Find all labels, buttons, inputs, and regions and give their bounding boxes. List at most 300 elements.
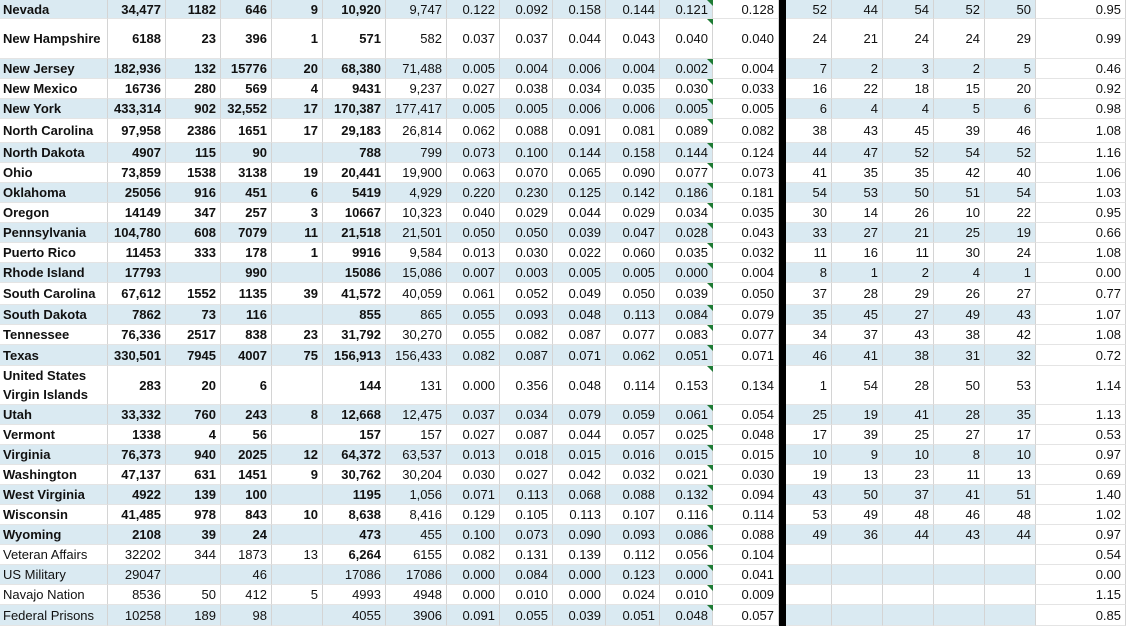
cell-col-11[interactable]: 0.086 <box>660 525 713 545</box>
cell-col-6[interactable]: 4948 <box>386 585 447 605</box>
cell-col-4[interactable]: 1 <box>272 243 323 263</box>
cell-col-1[interactable]: 34,477 <box>108 0 166 19</box>
cell-col-10[interactable]: 0.088 <box>606 485 660 505</box>
cell-col-5[interactable]: 9431 <box>323 79 386 99</box>
cell-col-5[interactable]: 30,762 <box>323 465 386 485</box>
cell-col-1[interactable]: 4907 <box>108 143 166 163</box>
cell-col-11[interactable]: 0.116 <box>660 505 713 525</box>
cell-col-17[interactable]: 19 <box>985 223 1036 243</box>
cell-col-7[interactable]: 0.082 <box>447 345 500 366</box>
cell-col-1[interactable]: 67,612 <box>108 283 166 305</box>
cell-col-14[interactable]: 45 <box>832 305 883 325</box>
cell-col-9[interactable]: 0.139 <box>553 545 606 565</box>
cell-col-13[interactable]: 11 <box>786 243 832 263</box>
cell-col-14[interactable]: 28 <box>832 283 883 305</box>
cell-col-1[interactable]: 76,336 <box>108 325 166 345</box>
cell-col-10[interactable]: 0.077 <box>606 325 660 345</box>
cell-col-9[interactable]: 0.039 <box>553 605 606 626</box>
cell-col-2[interactable]: 631 <box>166 465 221 485</box>
cell-col-15[interactable]: 54 <box>883 0 934 19</box>
cell-col-12[interactable]: 0.032 <box>713 243 779 263</box>
cell-col-12[interactable]: 0.079 <box>713 305 779 325</box>
cell-col-18[interactable]: 1.08 <box>1036 325 1126 345</box>
cell-name[interactable]: Pennsylvania <box>0 223 108 243</box>
cell-col-5[interactable]: 21,518 <box>323 223 386 243</box>
cell-col-2[interactable]: 916 <box>166 183 221 203</box>
cell-col-5[interactable]: 855 <box>323 305 386 325</box>
cell-col-4[interactable]: 23 <box>272 325 323 345</box>
cell-col-13[interactable]: 43 <box>786 485 832 505</box>
cell-col-5[interactable]: 20,441 <box>323 163 386 183</box>
cell-col-4[interactable]: 12 <box>272 445 323 465</box>
cell-col-14[interactable]: 14 <box>832 203 883 223</box>
cell-col-7[interactable]: 0.061 <box>447 283 500 305</box>
cell-col-7[interactable]: 0.005 <box>447 99 500 119</box>
cell-col-11[interactable]: 0.034 <box>660 203 713 223</box>
cell-col-18[interactable]: 0.92 <box>1036 79 1126 99</box>
cell-col-16[interactable]: 42 <box>934 163 985 183</box>
cell-col-9[interactable]: 0.006 <box>553 99 606 119</box>
cell-name[interactable]: South Dakota <box>0 305 108 325</box>
cell-col-12[interactable]: 0.004 <box>713 59 779 79</box>
cell-col-12[interactable]: 0.134 <box>713 366 779 405</box>
cell-name[interactable]: Nevada <box>0 0 108 19</box>
cell-col-18[interactable]: 0.85 <box>1036 605 1126 626</box>
cell-col-13[interactable] <box>786 605 832 626</box>
cell-col-10[interactable]: 0.029 <box>606 203 660 223</box>
cell-col-8[interactable]: 0.113 <box>500 485 553 505</box>
cell-col-5[interactable]: 8,638 <box>323 505 386 525</box>
cell-col-13[interactable]: 52 <box>786 0 832 19</box>
cell-col-8[interactable]: 0.087 <box>500 345 553 366</box>
cell-col-11[interactable]: 0.002 <box>660 59 713 79</box>
cell-col-15[interactable]: 3 <box>883 59 934 79</box>
cell-col-17[interactable]: 13 <box>985 465 1036 485</box>
cell-col-15[interactable]: 35 <box>883 163 934 183</box>
cell-col-12[interactable]: 0.048 <box>713 425 779 445</box>
cell-col-4[interactable] <box>272 366 323 405</box>
cell-name[interactable]: New York <box>0 99 108 119</box>
cell-col-15[interactable]: 43 <box>883 325 934 345</box>
cell-col-8[interactable]: 0.230 <box>500 183 553 203</box>
cell-col-1[interactable]: 7862 <box>108 305 166 325</box>
cell-col-16[interactable]: 15 <box>934 79 985 99</box>
cell-col-11[interactable]: 0.084 <box>660 305 713 325</box>
cell-col-1[interactable]: 14149 <box>108 203 166 223</box>
cell-col-3[interactable]: 2025 <box>221 445 272 465</box>
cell-col-4[interactable]: 4 <box>272 79 323 99</box>
cell-col-5[interactable]: 788 <box>323 143 386 163</box>
cell-col-14[interactable]: 21 <box>832 19 883 59</box>
cell-col-12[interactable]: 0.035 <box>713 203 779 223</box>
cell-col-15[interactable]: 28 <box>883 366 934 405</box>
cell-col-11[interactable]: 0.000 <box>660 263 713 283</box>
cell-col-8[interactable]: 0.030 <box>500 243 553 263</box>
cell-col-11[interactable]: 0.153 <box>660 366 713 405</box>
cell-col-3[interactable]: 15776 <box>221 59 272 79</box>
cell-col-4[interactable] <box>272 425 323 445</box>
cell-col-15[interactable]: 23 <box>883 465 934 485</box>
cell-col-15[interactable]: 37 <box>883 485 934 505</box>
cell-col-8[interactable]: 0.018 <box>500 445 553 465</box>
cell-col-15[interactable]: 38 <box>883 345 934 366</box>
cell-col-16[interactable]: 27 <box>934 425 985 445</box>
cell-col-13[interactable]: 53 <box>786 505 832 525</box>
cell-col-18[interactable]: 0.53 <box>1036 425 1126 445</box>
cell-col-1[interactable]: 4922 <box>108 485 166 505</box>
cell-name[interactable]: Washington <box>0 465 108 485</box>
cell-col-7[interactable]: 0.082 <box>447 545 500 565</box>
cell-col-6[interactable]: 455 <box>386 525 447 545</box>
cell-col-14[interactable]: 53 <box>832 183 883 203</box>
cell-col-10[interactable]: 0.060 <box>606 243 660 263</box>
cell-col-3[interactable]: 1451 <box>221 465 272 485</box>
cell-name[interactable]: New Jersey <box>0 59 108 79</box>
cell-col-14[interactable]: 50 <box>832 485 883 505</box>
cell-col-7[interactable]: 0.063 <box>447 163 500 183</box>
cell-col-6[interactable]: 21,501 <box>386 223 447 243</box>
cell-col-11[interactable]: 0.051 <box>660 345 713 366</box>
cell-col-18[interactable]: 0.54 <box>1036 545 1126 565</box>
cell-col-6[interactable]: 156,433 <box>386 345 447 366</box>
cell-col-16[interactable] <box>934 545 985 565</box>
cell-col-2[interactable]: 1538 <box>166 163 221 183</box>
cell-col-12[interactable]: 0.057 <box>713 605 779 626</box>
cell-col-12[interactable]: 0.033 <box>713 79 779 99</box>
cell-col-10[interactable]: 0.113 <box>606 305 660 325</box>
cell-col-3[interactable]: 7079 <box>221 223 272 243</box>
cell-col-2[interactable]: 20 <box>166 366 221 405</box>
cell-col-4[interactable]: 10 <box>272 505 323 525</box>
cell-col-7[interactable]: 0.062 <box>447 119 500 143</box>
cell-col-3[interactable]: 178 <box>221 243 272 263</box>
cell-col-10[interactable]: 0.035 <box>606 79 660 99</box>
cell-col-7[interactable]: 0.040 <box>447 203 500 223</box>
cell-col-18[interactable]: 1.08 <box>1036 243 1126 263</box>
cell-name[interactable]: Veteran Affairs <box>0 545 108 565</box>
cell-col-17[interactable] <box>985 605 1036 626</box>
cell-col-3[interactable]: 4007 <box>221 345 272 366</box>
cell-col-14[interactable]: 54 <box>832 366 883 405</box>
cell-col-11[interactable]: 0.035 <box>660 243 713 263</box>
cell-col-2[interactable]: 347 <box>166 203 221 223</box>
cell-col-3[interactable]: 6 <box>221 366 272 405</box>
cell-col-9[interactable]: 0.125 <box>553 183 606 203</box>
cell-col-10[interactable]: 0.024 <box>606 585 660 605</box>
cell-col-7[interactable]: 0.005 <box>447 59 500 79</box>
cell-col-5[interactable]: 64,372 <box>323 445 386 465</box>
cell-col-9[interactable]: 0.091 <box>553 119 606 143</box>
cell-col-18[interactable]: 0.00 <box>1036 565 1126 585</box>
cell-col-18[interactable]: 0.99 <box>1036 19 1126 59</box>
cell-name[interactable]: Oklahoma <box>0 183 108 203</box>
cell-col-10[interactable]: 0.051 <box>606 605 660 626</box>
cell-col-2[interactable]: 1182 <box>166 0 221 19</box>
cell-col-15[interactable]: 25 <box>883 425 934 445</box>
cell-name[interactable]: Utah <box>0 405 108 425</box>
cell-col-15[interactable]: 45 <box>883 119 934 143</box>
cell-col-17[interactable]: 20 <box>985 79 1036 99</box>
cell-col-13[interactable]: 44 <box>786 143 832 163</box>
cell-col-17[interactable]: 43 <box>985 305 1036 325</box>
cell-col-16[interactable]: 39 <box>934 119 985 143</box>
cell-col-15[interactable]: 21 <box>883 223 934 243</box>
cell-col-8[interactable]: 0.356 <box>500 366 553 405</box>
cell-col-11[interactable]: 0.010 <box>660 585 713 605</box>
cell-col-1[interactable]: 8536 <box>108 585 166 605</box>
cell-col-18[interactable]: 0.97 <box>1036 445 1126 465</box>
cell-col-15[interactable]: 50 <box>883 183 934 203</box>
cell-col-6[interactable]: 865 <box>386 305 447 325</box>
cell-col-12[interactable]: 0.050 <box>713 283 779 305</box>
cell-name[interactable]: Ohio <box>0 163 108 183</box>
cell-col-9[interactable]: 0.022 <box>553 243 606 263</box>
cell-col-12[interactable]: 0.041 <box>713 565 779 585</box>
cell-col-12[interactable]: 0.040 <box>713 19 779 59</box>
cell-col-11[interactable]: 0.132 <box>660 485 713 505</box>
cell-col-7[interactable]: 0.027 <box>447 79 500 99</box>
cell-col-9[interactable]: 0.144 <box>553 143 606 163</box>
cell-col-8[interactable]: 0.005 <box>500 99 553 119</box>
cell-col-14[interactable]: 4 <box>832 99 883 119</box>
cell-col-6[interactable]: 1,056 <box>386 485 447 505</box>
cell-col-11[interactable]: 0.144 <box>660 143 713 163</box>
cell-col-17[interactable]: 29 <box>985 19 1036 59</box>
cell-col-7[interactable]: 0.122 <box>447 0 500 19</box>
frozen-column-divider[interactable] <box>779 0 786 626</box>
cell-col-4[interactable]: 11 <box>272 223 323 243</box>
cell-col-16[interactable]: 25 <box>934 223 985 243</box>
cell-col-13[interactable] <box>786 545 832 565</box>
cell-col-11[interactable]: 0.077 <box>660 163 713 183</box>
cell-col-5[interactable]: 6,264 <box>323 545 386 565</box>
cell-col-6[interactable]: 157 <box>386 425 447 445</box>
cell-col-13[interactable]: 10 <box>786 445 832 465</box>
cell-col-4[interactable]: 6 <box>272 183 323 203</box>
cell-col-16[interactable]: 54 <box>934 143 985 163</box>
cell-col-11[interactable]: 0.056 <box>660 545 713 565</box>
cell-col-3[interactable]: 838 <box>221 325 272 345</box>
cell-col-8[interactable]: 0.093 <box>500 305 553 325</box>
cell-col-12[interactable]: 0.005 <box>713 99 779 119</box>
cell-name[interactable]: Wisconsin <box>0 505 108 525</box>
cell-name[interactable]: New Hampshire <box>0 19 108 59</box>
cell-col-14[interactable]: 19 <box>832 405 883 425</box>
cell-col-17[interactable] <box>985 585 1036 605</box>
cell-col-12[interactable]: 0.043 <box>713 223 779 243</box>
cell-name[interactable]: Oregon <box>0 203 108 223</box>
cell-col-13[interactable] <box>786 565 832 585</box>
cell-col-5[interactable]: 10667 <box>323 203 386 223</box>
cell-col-7[interactable]: 0.030 <box>447 465 500 485</box>
cell-col-9[interactable]: 0.005 <box>553 263 606 283</box>
cell-col-4[interactable]: 13 <box>272 545 323 565</box>
cell-col-3[interactable]: 1651 <box>221 119 272 143</box>
cell-name[interactable]: Puerto Rico <box>0 243 108 263</box>
cell-col-6[interactable]: 40,059 <box>386 283 447 305</box>
cell-col-11[interactable]: 0.005 <box>660 99 713 119</box>
cell-col-2[interactable]: 344 <box>166 545 221 565</box>
cell-col-5[interactable]: 4993 <box>323 585 386 605</box>
cell-col-15[interactable]: 18 <box>883 79 934 99</box>
cell-col-16[interactable]: 8 <box>934 445 985 465</box>
cell-col-13[interactable]: 34 <box>786 325 832 345</box>
cell-col-13[interactable] <box>786 585 832 605</box>
cell-col-9[interactable]: 0.044 <box>553 203 606 223</box>
cell-col-5[interactable]: 68,380 <box>323 59 386 79</box>
cell-col-18[interactable]: 1.08 <box>1036 119 1126 143</box>
cell-col-8[interactable]: 0.084 <box>500 565 553 585</box>
cell-col-8[interactable]: 0.010 <box>500 585 553 605</box>
cell-col-7[interactable]: 0.129 <box>447 505 500 525</box>
cell-col-16[interactable]: 52 <box>934 0 985 19</box>
cell-col-14[interactable] <box>832 605 883 626</box>
cell-col-7[interactable]: 0.013 <box>447 445 500 465</box>
cell-col-16[interactable]: 5 <box>934 99 985 119</box>
cell-col-2[interactable]: 1552 <box>166 283 221 305</box>
cell-col-1[interactable]: 11453 <box>108 243 166 263</box>
cell-col-2[interactable]: 940 <box>166 445 221 465</box>
cell-col-15[interactable] <box>883 565 934 585</box>
cell-col-8[interactable]: 0.029 <box>500 203 553 223</box>
cell-name[interactable]: North Carolina <box>0 119 108 143</box>
cell-col-8[interactable]: 0.004 <box>500 59 553 79</box>
cell-col-4[interactable]: 17 <box>272 99 323 119</box>
cell-col-13[interactable]: 54 <box>786 183 832 203</box>
cell-col-12[interactable]: 0.015 <box>713 445 779 465</box>
cell-col-4[interactable]: 5 <box>272 585 323 605</box>
cell-col-1[interactable]: 97,958 <box>108 119 166 143</box>
cell-col-14[interactable]: 44 <box>832 0 883 19</box>
cell-col-10[interactable]: 0.123 <box>606 565 660 585</box>
cell-col-1[interactable]: 2108 <box>108 525 166 545</box>
cell-name[interactable]: Tennessee <box>0 325 108 345</box>
cell-col-1[interactable]: 33,332 <box>108 405 166 425</box>
cell-col-3[interactable]: 451 <box>221 183 272 203</box>
cell-col-18[interactable]: 0.66 <box>1036 223 1126 243</box>
cell-col-1[interactable]: 10258 <box>108 605 166 626</box>
cell-col-16[interactable]: 41 <box>934 485 985 505</box>
cell-col-8[interactable]: 0.070 <box>500 163 553 183</box>
cell-col-13[interactable]: 25 <box>786 405 832 425</box>
cell-col-8[interactable]: 0.082 <box>500 325 553 345</box>
cell-col-9[interactable]: 0.090 <box>553 525 606 545</box>
cell-col-17[interactable]: 40 <box>985 163 1036 183</box>
cell-col-17[interactable]: 42 <box>985 325 1036 345</box>
cell-col-10[interactable]: 0.005 <box>606 263 660 283</box>
cell-col-14[interactable]: 37 <box>832 325 883 345</box>
cell-col-9[interactable]: 0.079 <box>553 405 606 425</box>
cell-col-16[interactable]: 49 <box>934 305 985 325</box>
cell-col-16[interactable]: 30 <box>934 243 985 263</box>
cell-col-11[interactable]: 0.089 <box>660 119 713 143</box>
cell-col-11[interactable]: 0.028 <box>660 223 713 243</box>
cell-col-17[interactable]: 5 <box>985 59 1036 79</box>
cell-col-4[interactable] <box>272 525 323 545</box>
cell-col-15[interactable]: 10 <box>883 445 934 465</box>
cell-col-18[interactable]: 1.03 <box>1036 183 1126 203</box>
cell-col-8[interactable]: 0.037 <box>500 19 553 59</box>
cell-col-5[interactable]: 5419 <box>323 183 386 203</box>
cell-col-13[interactable]: 33 <box>786 223 832 243</box>
cell-col-16[interactable]: 51 <box>934 183 985 203</box>
cell-col-5[interactable]: 10,920 <box>323 0 386 19</box>
cell-col-1[interactable]: 17793 <box>108 263 166 283</box>
cell-col-9[interactable]: 0.049 <box>553 283 606 305</box>
cell-col-17[interactable]: 10 <box>985 445 1036 465</box>
cell-col-16[interactable]: 38 <box>934 325 985 345</box>
cell-col-11[interactable]: 0.030 <box>660 79 713 99</box>
cell-col-12[interactable]: 0.088 <box>713 525 779 545</box>
cell-col-3[interactable]: 24 <box>221 525 272 545</box>
cell-col-1[interactable]: 283 <box>108 366 166 405</box>
cell-col-11[interactable]: 0.048 <box>660 605 713 626</box>
cell-col-6[interactable]: 10,323 <box>386 203 447 223</box>
cell-col-10[interactable]: 0.107 <box>606 505 660 525</box>
cell-col-18[interactable]: 1.02 <box>1036 505 1126 525</box>
cell-col-15[interactable] <box>883 605 934 626</box>
cell-col-2[interactable]: 4 <box>166 425 221 445</box>
cell-col-18[interactable]: 1.15 <box>1036 585 1126 605</box>
cell-col-9[interactable]: 0.000 <box>553 565 606 585</box>
cell-col-12[interactable]: 0.114 <box>713 505 779 525</box>
cell-col-10[interactable]: 0.006 <box>606 99 660 119</box>
cell-col-8[interactable]: 0.034 <box>500 405 553 425</box>
cell-col-6[interactable]: 582 <box>386 19 447 59</box>
cell-col-6[interactable]: 3906 <box>386 605 447 626</box>
cell-col-5[interactable]: 157 <box>323 425 386 445</box>
cell-col-2[interactable]: 189 <box>166 605 221 626</box>
cell-col-11[interactable]: 0.061 <box>660 405 713 425</box>
cell-col-7[interactable]: 0.100 <box>447 525 500 545</box>
cell-col-2[interactable]: 39 <box>166 525 221 545</box>
cell-col-15[interactable]: 2 <box>883 263 934 283</box>
cell-col-4[interactable]: 1 <box>272 19 323 59</box>
cell-col-15[interactable]: 44 <box>883 525 934 545</box>
cell-col-1[interactable]: 41,485 <box>108 505 166 525</box>
cell-col-13[interactable]: 8 <box>786 263 832 283</box>
cell-col-18[interactable]: 0.97 <box>1036 525 1126 545</box>
cell-col-18[interactable]: 1.13 <box>1036 405 1126 425</box>
cell-col-8[interactable]: 0.050 <box>500 223 553 243</box>
cell-col-10[interactable]: 0.032 <box>606 465 660 485</box>
cell-col-5[interactable]: 12,668 <box>323 405 386 425</box>
cell-col-11[interactable]: 0.000 <box>660 565 713 585</box>
cell-col-8[interactable]: 0.038 <box>500 79 553 99</box>
cell-col-8[interactable]: 0.088 <box>500 119 553 143</box>
cell-col-4[interactable]: 17 <box>272 119 323 143</box>
cell-col-13[interactable]: 7 <box>786 59 832 79</box>
cell-col-2[interactable]: 333 <box>166 243 221 263</box>
cell-col-7[interactable]: 0.220 <box>447 183 500 203</box>
cell-col-1[interactable]: 6188 <box>108 19 166 59</box>
cell-col-12[interactable]: 0.009 <box>713 585 779 605</box>
cell-col-6[interactable]: 799 <box>386 143 447 163</box>
cell-col-12[interactable]: 0.077 <box>713 325 779 345</box>
cell-col-3[interactable]: 100 <box>221 485 272 505</box>
cell-col-11[interactable]: 0.186 <box>660 183 713 203</box>
cell-col-15[interactable]: 4 <box>883 99 934 119</box>
cell-col-11[interactable]: 0.083 <box>660 325 713 345</box>
cell-col-14[interactable]: 1 <box>832 263 883 283</box>
cell-col-8[interactable]: 0.092 <box>500 0 553 19</box>
cell-col-16[interactable] <box>934 565 985 585</box>
cell-col-18[interactable]: 1.16 <box>1036 143 1126 163</box>
cell-col-2[interactable]: 73 <box>166 305 221 325</box>
cell-col-14[interactable]: 9 <box>832 445 883 465</box>
cell-col-17[interactable]: 44 <box>985 525 1036 545</box>
cell-col-17[interactable]: 27 <box>985 283 1036 305</box>
